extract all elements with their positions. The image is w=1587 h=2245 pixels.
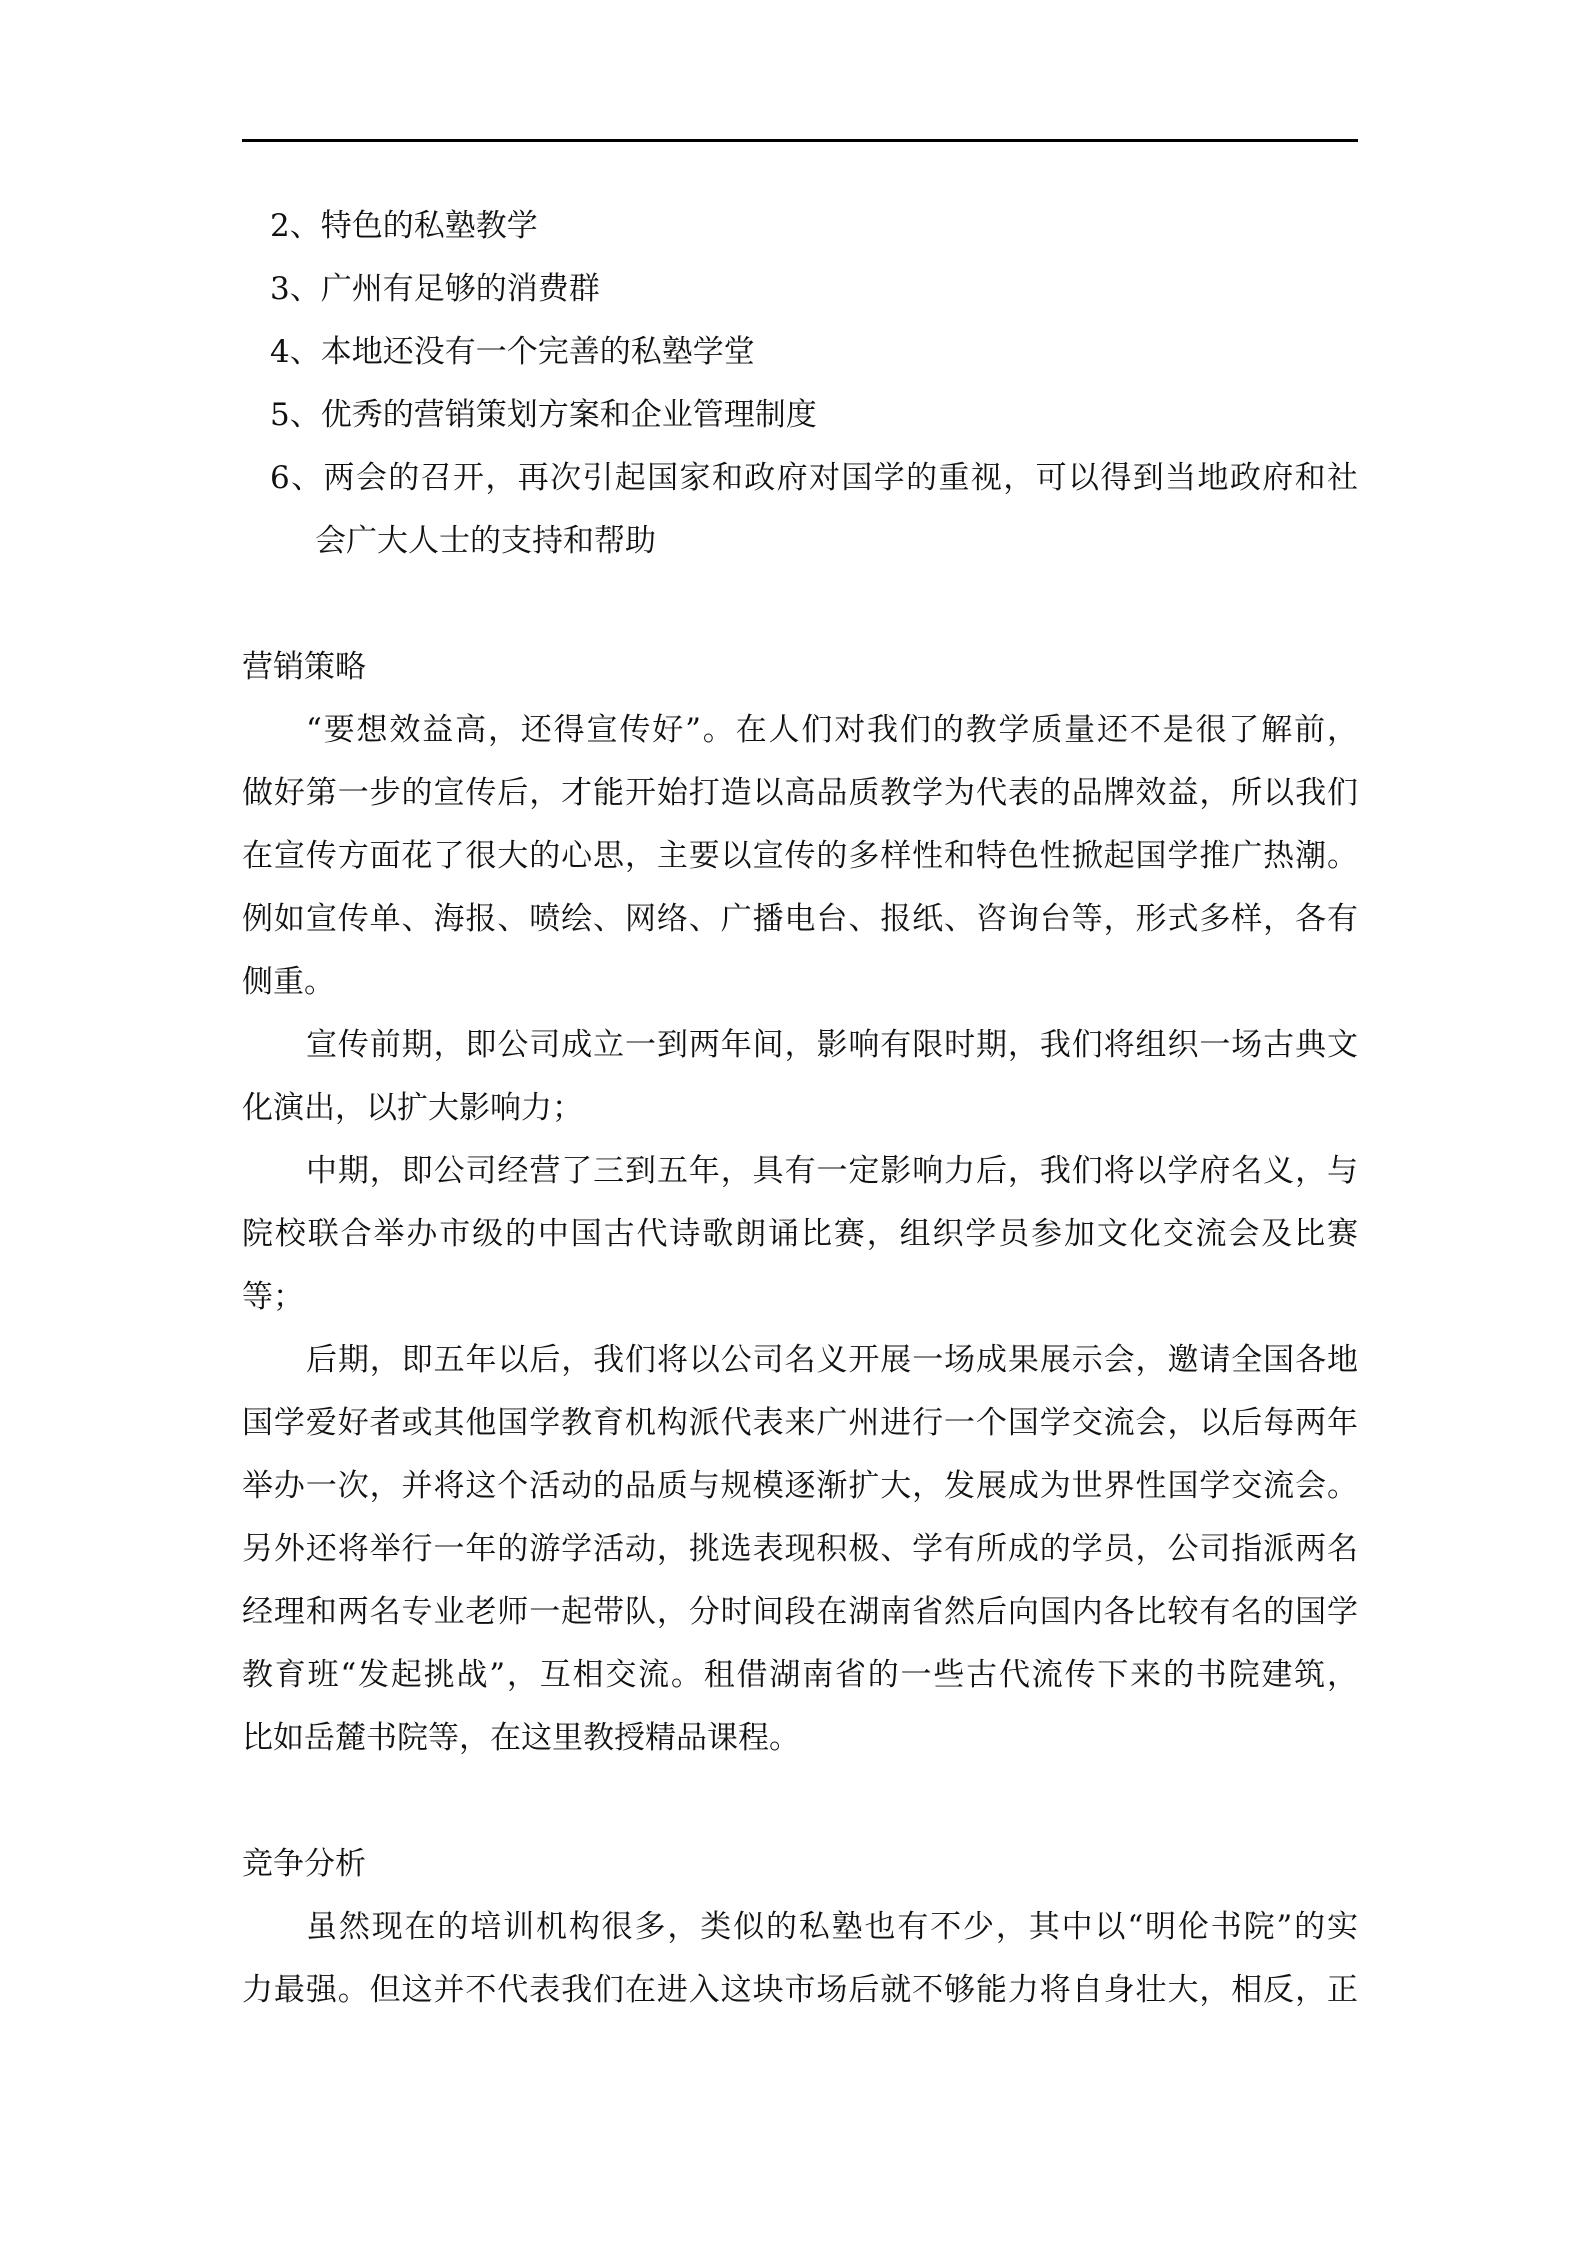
paragraph-line: 中期，即公司经营了三到五年，具有一定影响力后，我们将以学府名义，与: [306, 1153, 1358, 1189]
paragraph-line: 另外还将举行一年的游学活动，挑选表现积极、学有所成的学员，公司指派两名: [242, 1531, 1358, 1567]
paragraph-line: 教育班“发起挑战”，互相交流。租借湖南省的一些古代流传下来的书院建筑，: [242, 1657, 1358, 1693]
list-item-continuation: 会广大人士的支持和帮助: [315, 523, 656, 559]
paragraph-line: 后期，即五年以后，我们将以公司名义开展一场成果展示会，邀请全国各地: [306, 1342, 1358, 1378]
list-item: 2、特色的私塾教学: [270, 208, 538, 244]
paragraph-line: 举办一次，并将这个活动的品质与规模逐渐扩大，发展成为世界性国学交流会。: [242, 1468, 1358, 1504]
paragraph-line: 宣传前期，即公司成立一到两年间，影响有限时期，我们将组织一场古典文: [306, 1027, 1358, 1063]
document-body: [242, 195, 1358, 2022]
paragraph-line: 虽然现在的培训机构很多，类似的私塾也有不少，其中以“明伦书院”的实: [306, 1909, 1358, 1945]
section-heading-competition: 竞争分析: [242, 1846, 366, 1882]
paragraph-line: 化演出，以扩大影响力；: [242, 1090, 583, 1126]
paragraph-line: 比如岳麓书院等，在这里教授精品课程。: [242, 1720, 800, 1756]
list-item: 5、优秀的营销策划方案和企业管理制度: [270, 397, 817, 433]
paragraph-line: 做好第一步的宣传后，才能开始打造以高品质教学为代表的品牌效益，所以我们: [242, 775, 1358, 811]
section-heading-marketing: 营销策略: [242, 649, 366, 685]
header-rule: [242, 139, 1358, 142]
paragraph-line: 院校联合举办市级的中国古代诗歌朗诵比赛，组织学员参加文化交流会及比赛: [242, 1216, 1358, 1252]
paragraph-line: 力最强。但这并不代表我们在进入这块市场后就不够能力将自身壮大，相反，正: [242, 1972, 1358, 2008]
paragraph-line: 在宣传方面花了很大的心思，主要以宣传的多样性和特色性掀起国学推广热潮。: [242, 838, 1358, 874]
list-item: 3、广州有足够的消费群: [270, 271, 600, 307]
paragraph-line: 例如宣传单、海报、喷绘、网络、广播电台、报纸、咨询台等，形式多样，各有: [242, 901, 1358, 937]
paragraph-line: 经理和两名专业老师一起带队，分时间段在湖南省然后向国内各比较有名的国学: [242, 1594, 1358, 1630]
list-item: 4、本地还没有一个完善的私塾学堂: [270, 334, 755, 370]
list-item: 6、两会的召开，再次引起国家和政府对国学的重视，可以得到当地政府和社: [270, 460, 1358, 496]
paragraph-line: 等；: [242, 1279, 304, 1315]
paragraph-line: “要想效益高，还得宣传好”。在人们对我们的教学质量还不是很了解前，: [306, 712, 1358, 748]
paragraph-line: 侧重。: [242, 964, 335, 1000]
paragraph-line: 国学爱好者或其他国学教育机构派代表来广州进行一个国学交流会，以后每两年: [242, 1405, 1358, 1441]
